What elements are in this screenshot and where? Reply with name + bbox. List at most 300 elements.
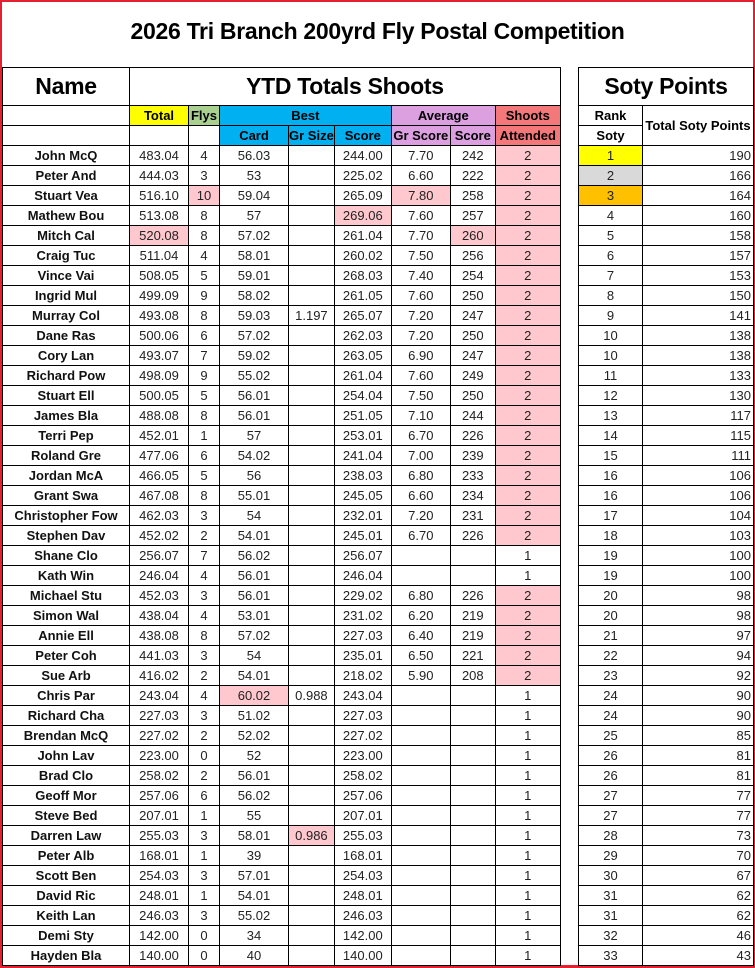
table-row [3,346,561,366]
cell-best-score: 261.04 [334,226,391,246]
cell-avg-gr-score: 6.60 [391,166,450,186]
table-row [3,526,561,546]
cell-total: 168.01 [130,846,189,866]
cell-name: Craig Tuc [3,246,130,266]
header-soty: Soty [579,126,643,146]
cell-best-gr-size: 0.986 [289,826,335,846]
cell-attended: 2 [495,426,560,446]
cell-flys: 3 [189,646,220,666]
cell-avg-score: 242 [450,146,495,166]
cell-rank: 3 [579,186,643,206]
cell-avg-gr-score: 7.50 [391,386,450,406]
cell-avg-gr-score: 6.50 [391,646,450,666]
cell-soty-points: 115 [643,426,754,446]
cell-soty-points: 62 [643,906,754,926]
cell-best-gr-size [289,886,335,906]
table-row [3,666,561,686]
cell-rank: 32 [579,926,643,946]
cell-flys: 6 [189,446,220,466]
soty-points-body [579,146,754,966]
table-row [3,186,561,206]
cell-rank: 21 [579,626,643,646]
cell-name: Stephen Dav [3,526,130,546]
soty-row [579,326,754,346]
cell-avg-gr-score: 7.60 [391,366,450,386]
cell-best-score: 261.05 [334,286,391,306]
cell-attended: 1 [495,746,560,766]
cell-attended: 2 [495,366,560,386]
soty-row [579,946,754,966]
cell-best-card: 59.01 [220,266,289,286]
cell-rank: 30 [579,866,643,886]
table-row [3,486,561,506]
cell-best-gr-size: 0.988 [289,686,335,706]
soty-row [579,606,754,626]
cell-avg-gr-score: 7.40 [391,266,450,286]
cell-total: 254.03 [130,866,189,886]
cell-avg-score [450,726,495,746]
cell-best-card: 52.02 [220,726,289,746]
soty-row [579,346,754,366]
cell-avg-gr-score [391,946,450,966]
cell-attended: 2 [495,486,560,506]
cell-rank: 1 [579,146,643,166]
cell-name: Annie Ell [3,626,130,646]
cell-best-gr-size [289,446,335,466]
cell-total: 477.06 [130,446,189,466]
cell-avg-score: 234 [450,486,495,506]
cell-best-score: 223.00 [334,746,391,766]
cell-attended: 1 [495,786,560,806]
cell-best-score: 268.03 [334,266,391,286]
cell-best-score: 265.09 [334,186,391,206]
table-row [3,446,561,466]
cell-name: Brendan McQ [3,726,130,746]
cell-rank: 23 [579,666,643,686]
cell-total: 441.03 [130,646,189,666]
cell-total: 452.02 [130,526,189,546]
table-row [3,226,561,246]
cell-best-card: 54.02 [220,446,289,466]
cell-total: 248.01 [130,886,189,906]
cell-best-score: 256.07 [334,546,391,566]
cell-flys: 10 [189,186,220,206]
cell-avg-gr-score: 7.20 [391,326,450,346]
cell-name: Chris Par [3,686,130,706]
cell-avg-score: 244 [450,406,495,426]
cell-attended: 2 [495,646,560,666]
cell-attended: 1 [495,706,560,726]
cell-rank: 8 [579,286,643,306]
cell-attended: 2 [495,246,560,266]
header-total-soty-points: Total Soty Points [643,106,754,146]
cell-name: Sue Arb [3,666,130,686]
cell-flys: 3 [189,826,220,846]
cell-soty-points: 158 [643,226,754,246]
cell-name: Michael Stu [3,586,130,606]
cell-rank: 19 [579,566,643,586]
cell-total: 467.08 [130,486,189,506]
cell-soty-points: 141 [643,306,754,326]
table-row [3,566,561,586]
cell-best-card: 55.02 [220,366,289,386]
cell-best-gr-size: 1.197 [289,306,335,326]
cell-name: John Lav [3,746,130,766]
cell-name: Steve Bed [3,806,130,826]
cell-total: 258.02 [130,766,189,786]
table-row [3,286,561,306]
cell-attended: 2 [495,166,560,186]
soty-row [579,706,754,726]
cell-best-gr-size [289,946,335,966]
cell-best-card: 34 [220,926,289,946]
table-row [3,806,561,826]
cell-rank: 18 [579,526,643,546]
cell-attended: 2 [495,346,560,366]
cell-flys: 8 [189,486,220,506]
cell-name: Simon Wal [3,606,130,626]
cell-best-gr-size [289,806,335,826]
cell-name: Richard Pow [3,366,130,386]
cell-attended: 1 [495,886,560,906]
cell-avg-gr-score: 5.90 [391,666,450,686]
cell-soty-points: 100 [643,566,754,586]
cell-total: 227.02 [130,726,189,746]
cell-soty-points: 111 [643,446,754,466]
header-gr-score: Gr Score [391,126,450,146]
cell-best-score: 232.01 [334,506,391,526]
cell-total: 256.07 [130,546,189,566]
cell-rank: 20 [579,606,643,626]
cell-best-gr-size [289,506,335,526]
cell-best-card: 55.01 [220,486,289,506]
cell-rank: 27 [579,786,643,806]
cell-best-card: 57.02 [220,226,289,246]
cell-best-card: 54.01 [220,666,289,686]
cell-best-card: 54 [220,646,289,666]
table-row [3,506,561,526]
cell-best-card: 56.02 [220,786,289,806]
table-row [3,266,561,286]
cell-best-card: 58.02 [220,286,289,306]
cell-soty-points: 90 [643,686,754,706]
cell-name: Dane Ras [3,326,130,346]
cell-best-score: 227.02 [334,726,391,746]
cell-best-card: 39 [220,846,289,866]
cell-best-gr-size [289,186,335,206]
cell-attended: 2 [495,206,560,226]
cell-best-gr-size [289,426,335,446]
cell-flys: 2 [189,726,220,746]
cell-flys: 4 [189,566,220,586]
cell-best-card: 60.02 [220,686,289,706]
cell-rank: 10 [579,326,643,346]
cell-avg-score: 247 [450,306,495,326]
cell-attended: 2 [495,146,560,166]
cell-avg-score: 233 [450,466,495,486]
cell-total: 142.00 [130,926,189,946]
table-row [3,586,561,606]
cell-flys: 3 [189,506,220,526]
table-row [3,326,561,346]
cell-avg-score [450,706,495,726]
cell-best-score: 260.02 [334,246,391,266]
cell-soty-points: 77 [643,806,754,826]
cell-attended: 2 [495,306,560,326]
soty-row [579,726,754,746]
cell-name: Peter And [3,166,130,186]
cell-total: 488.08 [130,406,189,426]
cell-best-score: 265.07 [334,306,391,326]
cell-flys: 1 [189,886,220,906]
cell-attended: 2 [495,266,560,286]
cell-best-score: 243.04 [334,686,391,706]
cell-best-gr-size [289,206,335,226]
cell-avg-gr-score: 7.70 [391,146,450,166]
cell-best-score: 238.03 [334,466,391,486]
cell-total: 140.00 [130,946,189,966]
cell-avg-score: 254 [450,266,495,286]
cell-flys: 8 [189,306,220,326]
cell-best-score: 257.06 [334,786,391,806]
cell-name: Stuart Vea [3,186,130,206]
cell-total: 255.03 [130,826,189,846]
cell-soty-points: 106 [643,466,754,486]
cell-best-gr-size [289,566,335,586]
cell-soty-points: 70 [643,846,754,866]
soty-row [579,566,754,586]
cell-rank: 33 [579,946,643,966]
cell-avg-score: 250 [450,326,495,346]
cell-best-score: 246.04 [334,566,391,586]
cell-flys: 0 [189,946,220,966]
cell-attended: 1 [495,866,560,886]
cell-avg-score [450,926,495,946]
header-rank: Rank [579,106,643,126]
cell-avg-score: 249 [450,366,495,386]
cell-best-gr-size [289,786,335,806]
cell-avg-score: 256 [450,246,495,266]
table-row [3,826,561,846]
cell-avg-gr-score: 7.80 [391,186,450,206]
cell-best-gr-size [289,406,335,426]
cell-avg-score [450,826,495,846]
header-ytd-totals: YTD Totals Shoots [130,68,561,106]
cell-best-score: 168.01 [334,846,391,866]
header-card: Card [220,126,289,146]
cell-avg-gr-score: 7.50 [391,246,450,266]
cell-total: 227.03 [130,706,189,726]
cell-attended: 1 [495,946,560,966]
cell-soty-points: 106 [643,486,754,506]
cell-rank: 31 [579,906,643,926]
cell-best-gr-size [289,146,335,166]
cell-name: Hayden Bla [3,946,130,966]
cell-total: 452.03 [130,586,189,606]
cell-total: 483.04 [130,146,189,166]
cell-rank: 15 [579,446,643,466]
cell-best-gr-size [289,266,335,286]
cell-total: 438.08 [130,626,189,646]
cell-avg-score: 219 [450,606,495,626]
cell-total: 223.00 [130,746,189,766]
cell-avg-gr-score [391,766,450,786]
page-title: 2026 Tri Branch 200yrd Fly Postal Competition [130,18,625,44]
header-avg-score: Score [450,126,495,146]
cell-best-gr-size [289,326,335,346]
cell-total: 493.07 [130,346,189,366]
cell-flys: 8 [189,406,220,426]
cell-rank: 4 [579,206,643,226]
cell-rank: 9 [579,306,643,326]
cell-avg-score: 258 [450,186,495,206]
soty-row [579,646,754,666]
cell-soty-points: 164 [643,186,754,206]
cell-avg-gr-score [391,706,450,726]
cell-soty-points: 92 [643,666,754,686]
table-row [3,626,561,646]
soty-row [579,186,754,206]
cell-best-card: 59.03 [220,306,289,326]
cell-soty-points: 77 [643,786,754,806]
cell-attended: 1 [495,906,560,926]
cell-name: Jordan McA [3,466,130,486]
cell-flys: 3 [189,586,220,606]
cell-flys: 4 [189,246,220,266]
cell-avg-score: 226 [450,586,495,606]
cell-best-gr-size [289,526,335,546]
cell-soty-points: 190 [643,146,754,166]
soty-row [579,506,754,526]
cell-best-score: 269.06 [334,206,391,226]
cell-flys: 9 [189,366,220,386]
cell-best-card: 57.01 [220,866,289,886]
cell-best-score: 251.05 [334,406,391,426]
cell-avg-gr-score: 7.60 [391,206,450,226]
cell-flys: 5 [189,466,220,486]
cell-flys: 4 [189,606,220,626]
soty-row [579,486,754,506]
table-row [3,726,561,746]
cell-total: 416.02 [130,666,189,686]
cell-avg-gr-score: 6.80 [391,466,450,486]
cell-soty-points: 153 [643,266,754,286]
cell-avg-score [450,946,495,966]
soty-row [579,446,754,466]
soty-row [579,806,754,826]
cell-rank: 27 [579,806,643,826]
cell-best-score: 140.00 [334,946,391,966]
cell-rank: 16 [579,466,643,486]
cell-avg-score [450,806,495,826]
cell-rank: 24 [579,686,643,706]
soty-row [579,246,754,266]
cell-soty-points: 117 [643,406,754,426]
cell-total: 516.10 [130,186,189,206]
cell-best-score: 248.01 [334,886,391,906]
cell-best-gr-size [289,226,335,246]
cell-flys: 3 [189,166,220,186]
cell-best-gr-size [289,586,335,606]
cell-avg-score [450,686,495,706]
table-row [3,686,561,706]
cell-total: 257.06 [130,786,189,806]
cell-best-score: 245.01 [334,526,391,546]
table-row [3,366,561,386]
cell-rank: 26 [579,746,643,766]
cell-rank: 26 [579,766,643,786]
cell-avg-gr-score [391,806,450,826]
table-row [3,206,561,226]
cell-soty-points: 103 [643,526,754,546]
cell-flys: 8 [189,226,220,246]
header-best-score: Score [334,126,391,146]
soty-row [579,586,754,606]
cell-rank: 22 [579,646,643,666]
cell-avg-score: 231 [450,506,495,526]
cell-attended: 2 [495,626,560,646]
cell-name: Murray Col [3,306,130,326]
cell-soty-points: 100 [643,546,754,566]
cell-soty-points: 94 [643,646,754,666]
cell-avg-gr-score: 6.40 [391,626,450,646]
cell-name: Kath Win [3,566,130,586]
cell-attended: 2 [495,286,560,306]
cell-attended: 2 [495,606,560,626]
cell-flys: 4 [189,686,220,706]
cell-avg-score: 257 [450,206,495,226]
cell-flys: 5 [189,386,220,406]
cell-best-card: 54 [220,506,289,526]
cell-best-card: 57.02 [220,626,289,646]
cell-avg-score [450,786,495,806]
cell-avg-gr-score [391,846,450,866]
cell-best-gr-size [289,166,335,186]
cell-best-card: 56.01 [220,586,289,606]
cell-attended: 1 [495,766,560,786]
cell-rank: 17 [579,506,643,526]
cell-soty-points: 98 [643,606,754,626]
cell-best-score: 244.00 [334,146,391,166]
cell-best-gr-size [289,846,335,866]
cell-name: John McQ [3,146,130,166]
cell-soty-points: 81 [643,766,754,786]
cell-avg-gr-score: 6.70 [391,426,450,446]
cell-soty-points: 85 [643,726,754,746]
soty-row [579,386,754,406]
soty-row [579,686,754,706]
cell-attended: 2 [495,226,560,246]
table-row [3,926,561,946]
cell-avg-gr-score: 7.00 [391,446,450,466]
cell-avg-score: 222 [450,166,495,186]
cell-name: Peter Coh [3,646,130,666]
cell-avg-score [450,566,495,586]
table-row [3,246,561,266]
cell-total: 520.08 [130,226,189,246]
cell-name: Ingrid Mul [3,286,130,306]
cell-avg-gr-score [391,886,450,906]
cell-attended: 1 [495,806,560,826]
cell-soty-points: 73 [643,826,754,846]
cell-attended: 2 [495,586,560,606]
table-row [3,146,561,166]
cell-soty-points: 98 [643,586,754,606]
cell-attended: 2 [495,326,560,346]
cell-avg-score: 247 [450,346,495,366]
cell-best-gr-size [289,246,335,266]
cell-best-gr-size [289,286,335,306]
